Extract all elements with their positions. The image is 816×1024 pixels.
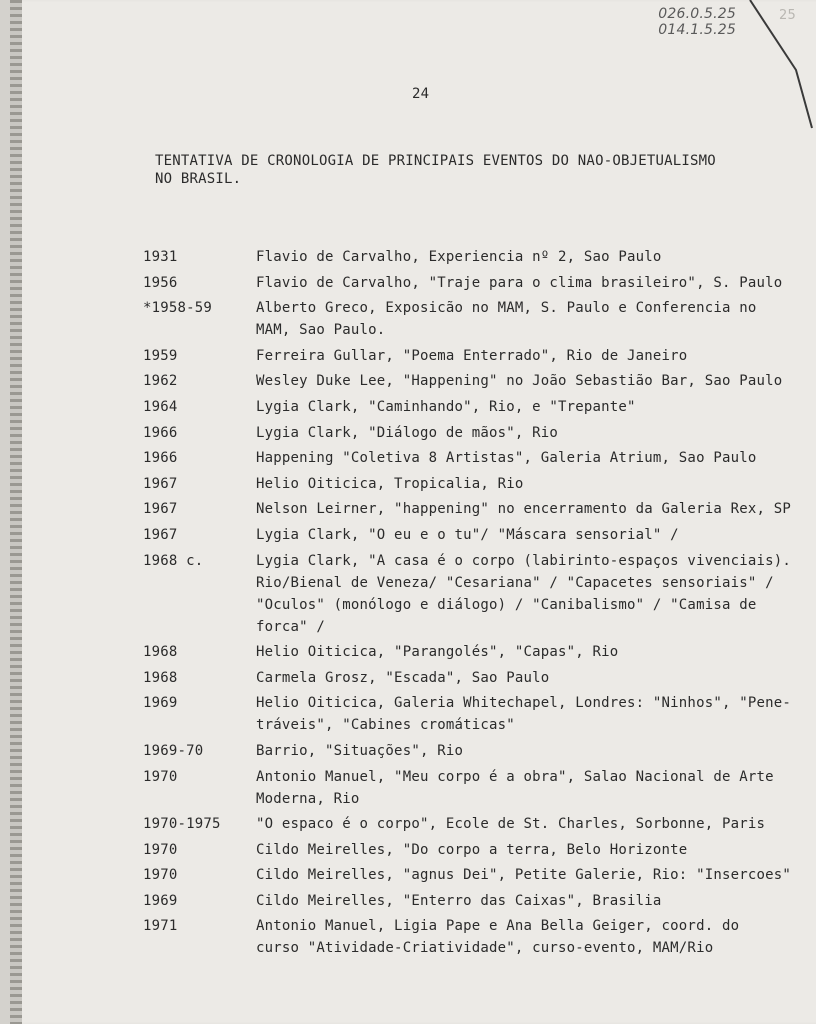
chronology-entry xyxy=(143,550,793,638)
entry-year: 1931 xyxy=(143,249,178,265)
entry-year: 1970 xyxy=(143,867,178,884)
entry-year: 1968 c. xyxy=(143,552,204,569)
chronology-entry xyxy=(143,692,793,736)
chronology-entry xyxy=(143,447,793,469)
entry-text: Carmela Grosz, "Escada", Sao Paulo xyxy=(256,669,550,686)
entry-text: Barrio, "Situações", Rio xyxy=(256,742,464,759)
entry-year: 1967 xyxy=(143,526,178,543)
chronology-entry xyxy=(143,864,793,886)
chronology-entry xyxy=(143,422,793,444)
entry-year: 1962 xyxy=(143,373,178,390)
entry-year: 1968 xyxy=(143,669,178,686)
binding-edge xyxy=(10,0,22,1024)
chronology-entry xyxy=(143,813,793,835)
entry-text: Lygia Clark, "Diálogo de mãos", Rio xyxy=(256,424,559,441)
entry-text: Flavio de Carvalho, Experiencia nº 2, Sao Paulo xyxy=(256,249,662,265)
entry-year: 1971 xyxy=(143,918,178,935)
entry-year: 1956 xyxy=(143,274,178,291)
entry-text: Flavio de Carvalho, "Traje para o clima brasileiro", S. Paulo xyxy=(256,274,783,291)
chronology-entry xyxy=(143,498,793,520)
entry-text: Helio Oiticica, Galeria Whitechapel, Londres: "Ninhos", "Pene- tráveis", "Cabines cromáticas" xyxy=(256,695,791,734)
entry-year: 1968 xyxy=(143,644,178,661)
entry-year: 1959 xyxy=(143,347,178,364)
entry-year: 1967 xyxy=(143,501,178,518)
chronology-entry xyxy=(143,246,793,268)
entry-year: 1967 xyxy=(143,475,178,492)
page-fold-line xyxy=(746,0,816,130)
entry-text: Lygia Clark, "O eu e o tu"/ "Máscara sensorial" / xyxy=(256,526,679,543)
entry-text: Lygia Clark, "A casa é o corpo (labirinto-espaços vivenciais). Rio/Bienal de Veneza/ "Cesariana" / "Capacetes sensoriais" / "Oculos" (monólogo e diálogo) / "Canibalismo" / "Camisa de forca" / xyxy=(256,552,791,635)
chronology-entry xyxy=(143,740,793,762)
entry-year: 1970 xyxy=(143,768,178,785)
chronology-entry xyxy=(143,473,793,495)
entry-text: Alberto Greco, Exposicão no MAM, S. Paulo e Conferencia no MAM, Sao Paulo. xyxy=(256,300,757,339)
entry-year: 1969 xyxy=(143,892,178,909)
chronology-entry xyxy=(143,915,793,959)
chronology-entry xyxy=(143,396,793,418)
chronology-entry xyxy=(143,839,793,861)
entry-year: 1966 xyxy=(143,450,178,467)
entry-text: "O espaco é o corpo", Ecole de St. Charles, Sorbonne, Paris xyxy=(256,816,766,833)
chronology-list xyxy=(143,246,793,963)
document-page xyxy=(10,0,816,1024)
faint-mark: 25 xyxy=(779,8,796,23)
entry-year: *1958-59 xyxy=(143,300,213,317)
entry-year: 1969-70 xyxy=(143,742,204,759)
entry-text: Cildo Meirelles, "agnus Dei", Petite Galerie, Rio: "Insercoes" xyxy=(256,867,791,884)
entry-text: Helio Oiticica, Tropicalia, Rio xyxy=(256,475,524,492)
entry-year: 1970 xyxy=(143,841,178,858)
entry-text: Antonio Manuel, Ligia Pape e Ana Bella Geiger, coord. do curso "Atividade-Criatividade", curso-evento, MAM/Rio xyxy=(256,918,740,957)
chronology-entry xyxy=(143,370,793,392)
chronology-entry xyxy=(143,766,793,810)
chronology-entry xyxy=(143,297,793,341)
entry-text: Ferreira Gullar, "Poema Enterrado", Rio de Janeiro xyxy=(256,347,688,364)
entry-year: 1966 xyxy=(143,424,178,441)
chronology-entry xyxy=(143,345,793,367)
entry-year: 1970-1975 xyxy=(143,816,221,833)
document-title: TENTATIVA DE CRONOLOGIA DE PRINCIPAIS EVENTOS DO NAO-OBJETUALISMO NO BRASIL. xyxy=(155,153,716,187)
entry-text: Helio Oiticica, "Parangolés", "Capas", Rio xyxy=(256,644,619,661)
entry-text: Cildo Meirelles, "Do corpo a terra, Belo Horizonte xyxy=(256,841,688,858)
entry-year: 1964 xyxy=(143,398,178,415)
page-number: 24 xyxy=(412,86,430,102)
archive-mark xyxy=(658,6,736,38)
entry-text: Happening "Coletiva 8 Artistas", Galeria Atrium, Sao Paulo xyxy=(256,450,757,467)
entry-text: Nelson Leirner, "happening" no encerramento da Galeria Rex, SP xyxy=(256,501,791,518)
archive-mark-line-2: 014.1.5.25 xyxy=(658,22,736,38)
chronology-entry xyxy=(143,524,793,546)
entry-text: Cildo Meirelles, "Enterro das Caixas", Brasilia xyxy=(256,892,662,909)
entry-year: 1969 xyxy=(143,695,178,712)
chronology-entry xyxy=(143,890,793,912)
archive-mark-line-1: 026.0.5.25 xyxy=(658,6,736,22)
chronology-entry xyxy=(143,667,793,689)
chronology-entry xyxy=(143,641,793,663)
entry-text: Antonio Manuel, "Meu corpo é a obra", Salao Nacional de Arte Moderna, Rio xyxy=(256,768,774,807)
entry-text: Wesley Duke Lee, "Happening" no João Sebastião Bar, Sao Paulo xyxy=(256,373,783,390)
chronology-entry xyxy=(143,272,793,294)
entry-text: Lygia Clark, "Caminhando", Rio, e "Trepante" xyxy=(256,398,636,415)
